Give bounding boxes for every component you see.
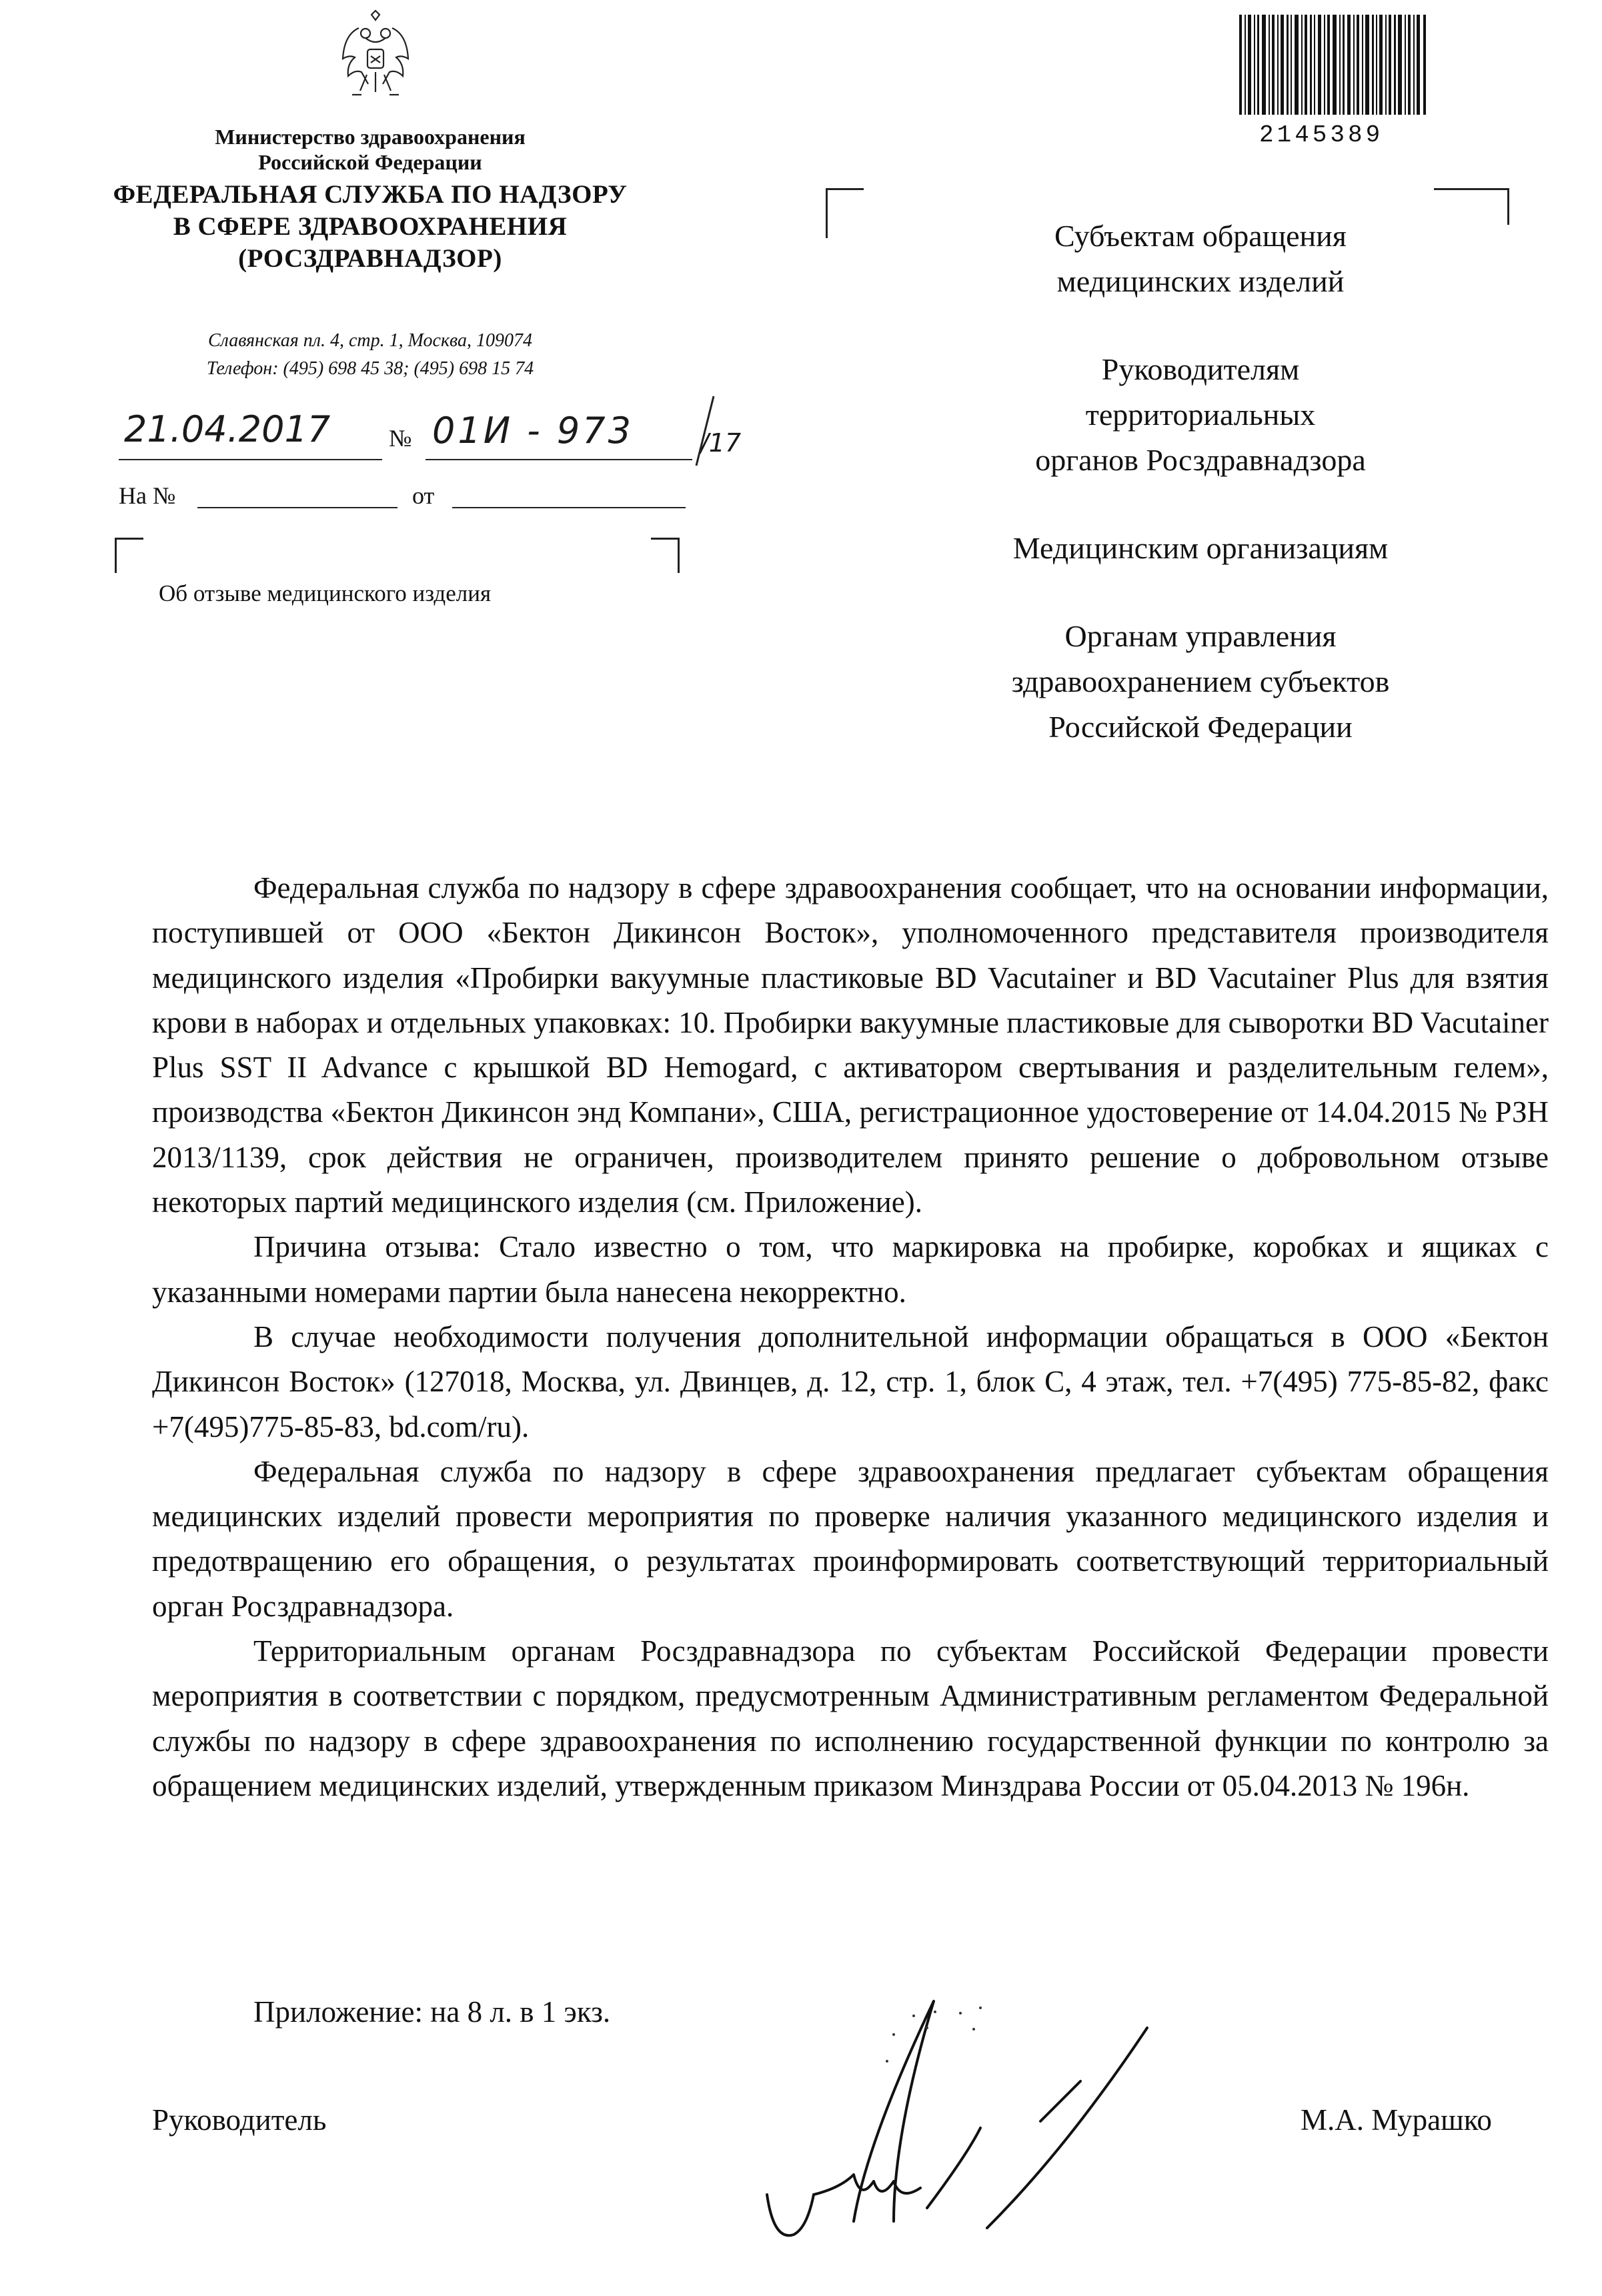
- addressee-2: [914, 347, 1487, 483]
- barcode-icon: [1239, 15, 1427, 115]
- appendix-note: Приложение: на 8 л. в 1 экз.: [253, 1995, 611, 2029]
- addressee-line: Медицинским организациям: [1012, 531, 1389, 565]
- addressee-line: медицинских изделий: [1056, 264, 1345, 298]
- subject-bracket-right: [651, 538, 680, 573]
- addressee-4: [914, 614, 1487, 750]
- number-label: №: [389, 425, 412, 452]
- service-line-3: (РОСЗДРАВНАДЗОР): [238, 244, 502, 273]
- addressee-bracket-left: [826, 188, 864, 238]
- reply-reference-line: [119, 482, 686, 515]
- letter-subject: Об отзыве медицинского изделия: [159, 580, 492, 606]
- barcode-number: 2145389: [1259, 121, 1384, 149]
- registration-date: 21.04.2017: [124, 408, 331, 450]
- body-paragraph: Территориальным органам Росздравнадзора по субъектам Российской Федерации провести мероприятия в соответствии с порядком, предусмотренным Административным регламентом Федеральной службы по надзору в сфере здравоохранения по исполнению государственной функции по контролю за обращением медицинских изделий, утвержденным приказом Минздрава России от 05.04.2013 № 196н.: [152, 1634, 1549, 1802]
- body-paragraph: Федеральная служба по надзору в сфере здравоохранения сообщает, что на основании информации, поступившей от ООО «Бектон Дикинсон Восток», уполномоченного представителя производителя медицинского изделия «Пробирки вакуумные пластиковые BD Vacutainer и BD Vacutainer Plus для взятия крови в наборах и отдельных упаковках: 10. Пробирки вакуумные пластиковые для сыворотки BD Vacutainer Plus SST II Advance с крышкой BD Hemogard, с активатором свертывания и разделительным гелем», производства «Бектон Дикинсон энд Компани», США, регистрационное удостоверение от 14.04.2015 № РЗН 2013/1139, срок действия не ограничен, производителем принято решение о добровольном отзыве некоторых партий медицинского изделия (см. Приложение).: [152, 871, 1549, 1219]
- addressee-line: Органам управления: [1064, 619, 1337, 653]
- body-paragraph: Причина отзыва: Стало известно о том, что маркировка на пробирке, коробках и ящиках с указанными номерами партии была нанесена некорректно.: [152, 1230, 1549, 1309]
- service-line-2: В СФЕРЕ ЗДРАВООХРАНЕНИЯ: [173, 212, 568, 241]
- phone-line: Телефон: (495) 698 45 38; (495) 698 15 74: [206, 358, 534, 379]
- ministry-line-1: Министерство здравоохранения: [215, 125, 526, 149]
- service-line-1: ФЕДЕРАЛЬНАЯ СЛУЖБА ПО НАДЗОРУ: [113, 180, 628, 209]
- registration-line: [119, 408, 742, 468]
- reply-number-label: На №: [119, 482, 176, 509]
- handwritten-signature-icon: [760, 1968, 1160, 2255]
- signatory-name: М.А. Мурашко: [1301, 2103, 1492, 2137]
- addressee-line: здравоохранением субъектов: [1011, 664, 1390, 698]
- addressee-line: территориальных: [1085, 398, 1316, 432]
- ministry-line-2: Российской Федерации: [258, 150, 482, 174]
- sender-address: [100, 327, 640, 383]
- addressee-block: [914, 213, 1487, 792]
- ministry-name: [100, 124, 640, 175]
- body-paragraph: Федеральная служба по надзору в сфере здравоохранения предлагает субъектам обращения медицинских изделий провести мероприятия по проверке наличия указанного медицинского изделия и предотвращению его обращения, о результатах проинформировать соответствующий территориальный орган Росздравнадзора.: [152, 1454, 1549, 1623]
- letter-body: [152, 866, 1549, 1808]
- address-line: Славянская пл. 4, стр. 1, Москва, 109074: [207, 330, 533, 351]
- subject-bracket-left: [115, 538, 143, 573]
- registration-year: /17: [700, 428, 742, 458]
- addressee-3: [914, 526, 1487, 571]
- addressee-line: Российской Федерации: [1048, 710, 1353, 744]
- addressee-line: Субъектам обращения: [1054, 219, 1347, 253]
- slash-mark-icon: [692, 395, 719, 468]
- service-name: [100, 179, 640, 275]
- registration-number: 01И - 973: [432, 410, 634, 452]
- signatory-role: Руководитель: [152, 2103, 327, 2137]
- russian-coat-of-arms-icon: [339, 8, 412, 108]
- body-paragraph: В случае необходимости получения дополнительной информации обращаться в ООО «Бектон Дикинсон Восток» (127018, Москва, ул. Двинцев, д. 12, стр. 1, блок С, 4 этаж, тел. +7(495) 775-85-82, факс +7(495)775-85-83, bd.com/ru).: [152, 1319, 1549, 1444]
- addressee-line: органов Росздравнадзора: [1035, 443, 1366, 477]
- reply-from-label: от: [412, 482, 435, 509]
- addressee-line: Руководителям: [1101, 352, 1300, 386]
- addressee-1: [914, 213, 1487, 304]
